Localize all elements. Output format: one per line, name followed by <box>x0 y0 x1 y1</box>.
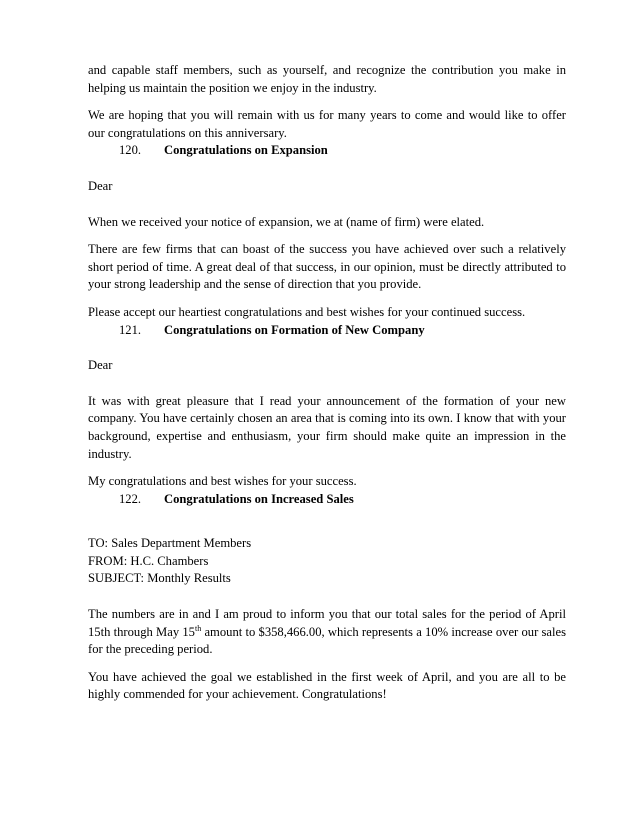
memo-subject: SUBJECT: Monthly Results <box>88 571 231 586</box>
letter-122-paragraph-1 <box>88 606 566 659</box>
letter-120-paragraph-1: When we received your notice of expansion, we at (name of firm) were elated. <box>88 214 485 229</box>
memo-from: FROM: H.C. Chambers <box>88 553 209 568</box>
letter-121-paragraph-2: My congratulations and best wishes for your success. <box>88 474 357 489</box>
memo-header <box>88 535 566 588</box>
letter-120-heading <box>88 142 566 160</box>
paragraph-part-a: The numbers are in and I am proud to inform you that our total sales for the period of April 15th through May 15 <box>88 607 566 639</box>
letter-121-paragraph-1: It was with great pleasure that I read your announcement of the formation of your new company. You have certainly chosen an area that is coming into its own. I know that with your background, expertise and enthusiasm, your firm should make quite an impression in the industry. <box>88 393 566 461</box>
letter-title: Congratulations on Formation of New Company <box>164 322 425 337</box>
letter-120-paragraph-2: There are few firms that can boast of the success you have achieved over such a relatively short period of time. A great deal of that success, in our opinion, must be directly attributed to your strong leadership and the sense of direction that you provide. <box>88 242 566 292</box>
letter-121-salutation: Dear <box>88 358 113 373</box>
letter-122-paragraph-2: You have achieved the goal we established in the first week of April, and you are all to be highly commended for your achievement. Congratulations! <box>88 669 566 702</box>
paragraph-part-b: amount to $358,466.00, which represents a 10% increase over our sales for the preceding period. <box>88 624 566 657</box>
document-page <box>88 62 566 704</box>
letter-121-heading <box>88 322 566 340</box>
letter-number: 121. <box>119 322 142 337</box>
letter-title: Congratulations on Expansion <box>164 143 328 158</box>
letter-120-paragraph-3: Please accept our heartiest congratulations and best wishes for your continued success. <box>88 304 526 319</box>
letter-number: 122. <box>119 491 142 506</box>
letter-120-salutation: Dear <box>88 178 113 193</box>
memo-to: TO: Sales Department Members <box>88 536 252 551</box>
ordinal-suffix: th <box>194 623 202 633</box>
intro-paragraph-2: We are hoping that you will remain with us for many years to come and would like to offer our congratulations on this anniversary. <box>88 108 566 140</box>
letter-122-heading <box>88 491 566 509</box>
intro-paragraph-1: and capable staff members, such as yourself, and recognize the contribution you make in helping us maintain the position we enjoy in the industry. <box>88 63 566 95</box>
letter-title: Congratulations on Increased Sales <box>164 491 354 506</box>
letter-number: 120. <box>119 143 142 158</box>
